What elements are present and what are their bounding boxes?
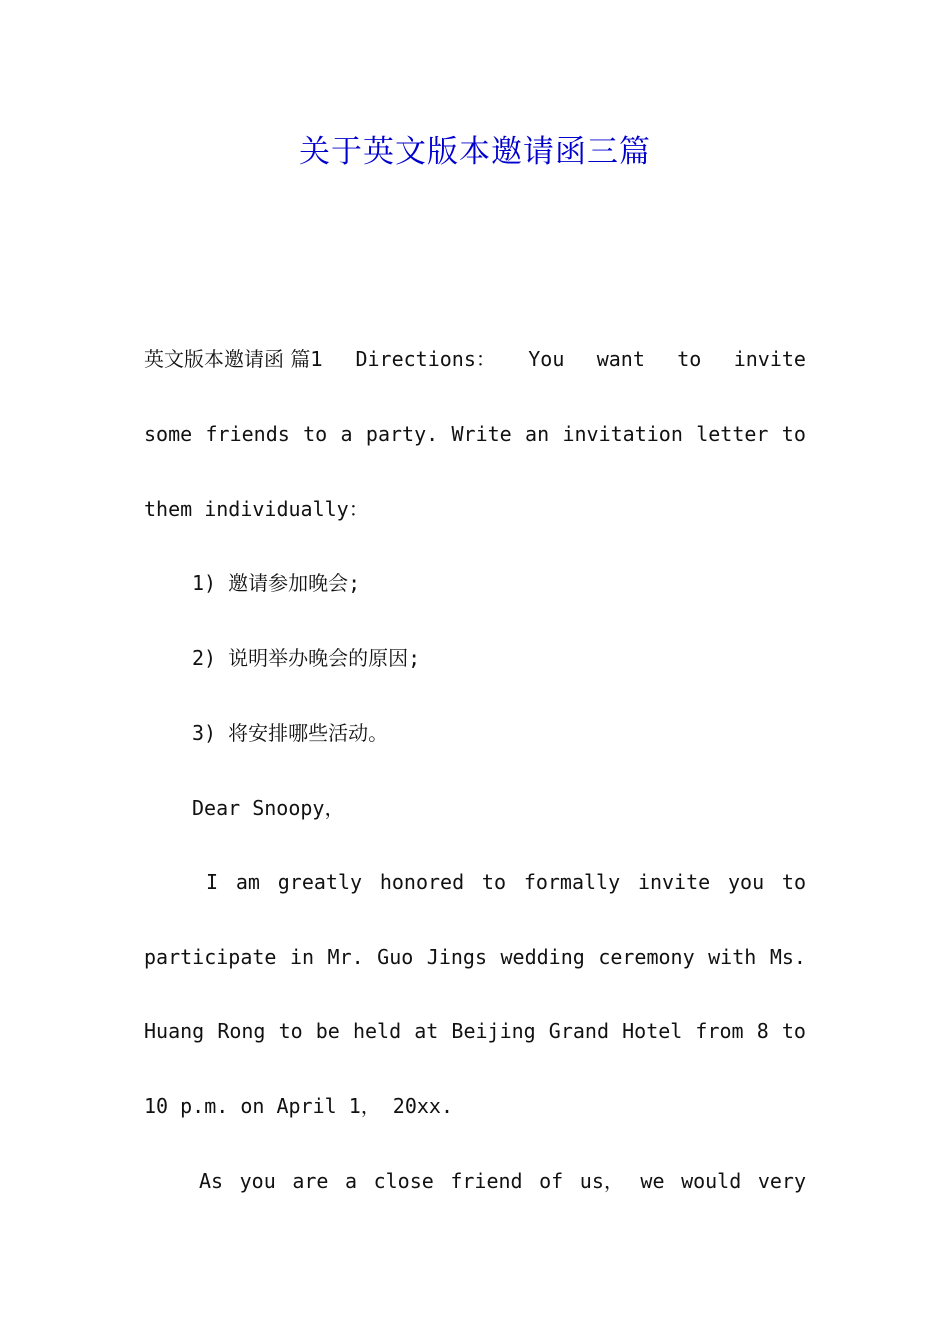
word: with [708, 945, 757, 969]
word: be [315, 1019, 340, 1043]
word: to [481, 870, 507, 894]
word: honored [379, 870, 465, 894]
salutation: Dear Snoopy， [192, 796, 345, 820]
word: we [640, 1169, 665, 1193]
requirement-item: 2) 说明举办晚会的原因; [192, 646, 421, 670]
word: Write [451, 422, 512, 446]
word: an [525, 422, 550, 446]
word: us， [579, 1169, 624, 1193]
word: participate [144, 945, 277, 969]
word: at [414, 1019, 439, 1043]
word: a [344, 1169, 358, 1193]
directions-label: Directions： [355, 347, 496, 371]
word: want [596, 347, 645, 371]
word: to [781, 1019, 806, 1043]
word: Grand [548, 1019, 610, 1043]
word: Rong [217, 1019, 266, 1043]
word: Mr. [327, 945, 364, 969]
word: Beijing [451, 1019, 536, 1043]
word: of [539, 1169, 564, 1193]
word: to [781, 422, 806, 446]
word: you [727, 870, 765, 894]
word: would [681, 1169, 742, 1193]
word: some [144, 422, 193, 446]
paragraph-1-line-3 [144, 1016, 806, 1046]
word: friend [450, 1169, 523, 1193]
word: wedding [500, 945, 585, 969]
word: invite [637, 870, 711, 894]
word: greatly [277, 870, 363, 894]
word: formally [523, 870, 621, 894]
word: held [352, 1019, 402, 1043]
word: to [303, 422, 328, 446]
word: in [289, 945, 315, 969]
word: letter [696, 422, 769, 446]
word: invite [733, 347, 806, 371]
paragraph-1-line-4: 10 p.m. on April 1， 20xx. [144, 1094, 453, 1118]
document-title: 关于英文版本邀请函三篇 [299, 134, 651, 170]
requirement-item: 3) 将安排哪些活动。 [192, 721, 389, 745]
word: very [757, 1169, 806, 1193]
word: You [528, 347, 565, 371]
word: from [695, 1019, 744, 1043]
word: are [292, 1169, 329, 1193]
word: Ms. [769, 945, 806, 969]
word: am [235, 870, 260, 894]
word: to [781, 870, 806, 894]
word: Jings [426, 945, 488, 969]
word: Huang [144, 1019, 205, 1043]
word: Guo [377, 945, 414, 969]
word: friends [205, 422, 290, 446]
paragraph-2-line-1 [199, 1166, 806, 1196]
word: I [206, 870, 219, 894]
word: a [340, 422, 353, 446]
word: to [278, 1019, 303, 1043]
word: ceremony [598, 945, 695, 969]
paragraph-1-line-1 [206, 867, 806, 897]
directions-line-2 [144, 419, 806, 449]
directions-line-1 [144, 344, 806, 374]
word: you [239, 1169, 276, 1193]
word: Hotel [622, 1019, 683, 1043]
word: As [199, 1169, 224, 1193]
paragraph-1-line-2 [144, 942, 806, 972]
word: 8 [756, 1019, 769, 1043]
word: invitation [562, 422, 683, 446]
section-heading: 英文版本邀请函 篇1 [144, 347, 324, 371]
word: party. [365, 422, 439, 446]
word: to [677, 347, 702, 371]
directions-line-3: them individually： [144, 497, 369, 521]
word: close [373, 1169, 434, 1193]
requirement-item: 1) 邀请参加晚会; [192, 571, 361, 595]
